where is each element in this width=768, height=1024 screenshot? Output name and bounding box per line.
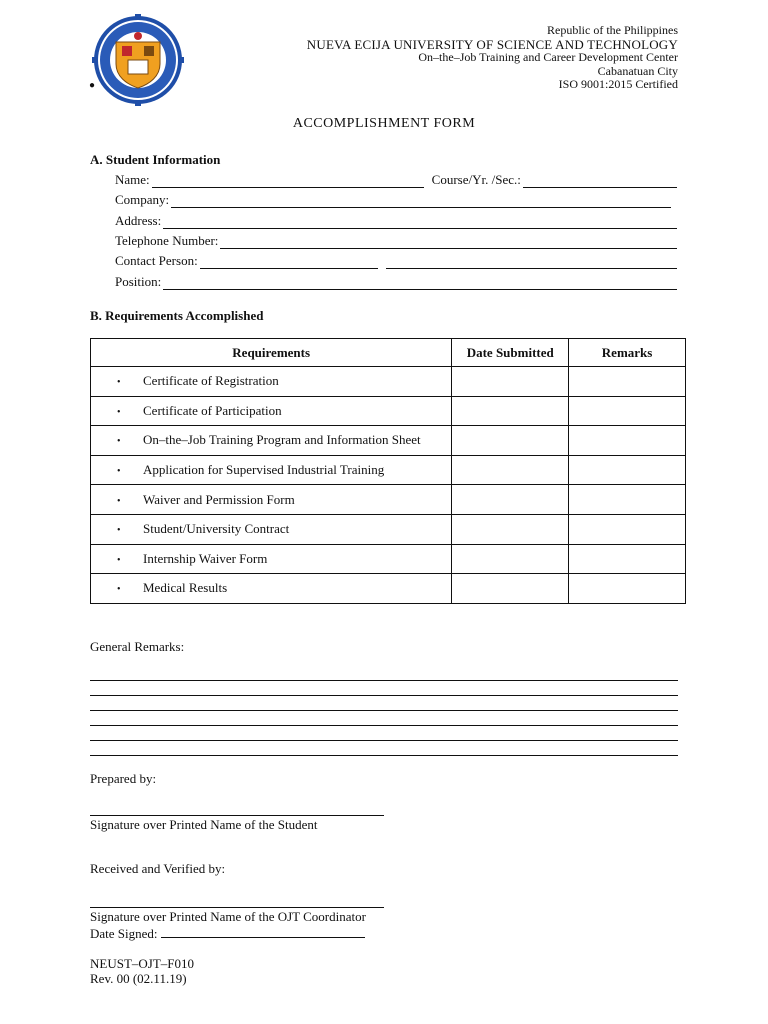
contact-row	[113, 253, 677, 269]
form-revision: Rev. 00 (02.11.19)	[90, 971, 187, 986]
address-field[interactable]	[163, 216, 677, 229]
bullet-icon: •	[117, 406, 121, 418]
table-row	[91, 455, 686, 485]
requirement-item: Waiver and Permission Form	[143, 491, 295, 507]
requirement-item: Internship Waiver Form	[143, 550, 268, 566]
table-row	[91, 426, 686, 456]
university-seal-logo	[92, 14, 184, 106]
bullet-icon: •	[117, 377, 121, 389]
date-cell[interactable]	[452, 426, 569, 456]
contact-name-field[interactable]	[200, 256, 378, 269]
form-title: ACCOMPLISHMENT FORM	[292, 116, 476, 131]
remarks-cell[interactable]	[569, 396, 686, 426]
date-signed-field[interactable]	[161, 926, 365, 938]
student-signature-caption: Signature over Printed Name of the Student	[90, 817, 318, 832]
requirement-item: Medical Results	[143, 580, 228, 596]
table-row	[91, 396, 686, 426]
table-row	[91, 367, 686, 397]
company-row	[113, 192, 671, 208]
position-row	[113, 274, 677, 290]
position-field[interactable]	[163, 277, 677, 290]
remarks-cell[interactable]	[569, 574, 686, 604]
general-remarks-label: General Remarks:	[90, 639, 185, 654]
remarks-cell[interactable]	[569, 485, 686, 515]
prepared-by-label: Prepared by:	[90, 771, 157, 786]
bullet-icon: •	[117, 436, 121, 448]
date-cell[interactable]	[452, 367, 569, 397]
bullet-icon: •	[117, 584, 121, 596]
course-field[interactable]	[523, 175, 677, 188]
table-row	[91, 514, 686, 544]
date-cell[interactable]	[452, 396, 569, 426]
section-a-heading: A. Student Information	[90, 152, 221, 167]
requirement-item: Certificate of Participation	[143, 402, 282, 418]
telephone-row	[113, 233, 677, 249]
form-code: NEUST–OJT–F010	[90, 956, 195, 971]
remarks-line[interactable]	[90, 680, 678, 681]
requirement-item: Certificate of Registration	[143, 373, 279, 389]
remarks-cell[interactable]	[569, 514, 686, 544]
bullet-icon: •	[117, 525, 121, 537]
name-field[interactable]	[152, 175, 424, 188]
date-cell[interactable]	[452, 544, 569, 574]
telephone-field[interactable]	[220, 236, 677, 249]
contact-number-field[interactable]	[386, 256, 677, 269]
requirement-item: Application for Supervised Industrial Training	[143, 462, 385, 478]
col-requirements: Requirements	[91, 339, 452, 367]
date-cell[interactable]	[452, 455, 569, 485]
address-row	[113, 213, 677, 229]
date-signed-row	[90, 926, 365, 942]
institution-header	[307, 24, 678, 92]
remarks-line[interactable]	[90, 755, 678, 756]
remarks-cell[interactable]	[569, 367, 686, 397]
name-course-row	[113, 172, 677, 188]
form-code-block	[90, 956, 194, 986]
date-cell[interactable]	[452, 574, 569, 604]
date-cell[interactable]	[452, 514, 569, 544]
coordinator-signature-caption: Signature over Printed Name of the OJT Coordinator	[90, 909, 366, 924]
col-date-submitted: Date Submitted	[452, 339, 569, 367]
table-header-row	[91, 339, 686, 367]
name-label: Name:	[115, 172, 150, 187]
remarks-line[interactable]	[90, 695, 678, 696]
header-iso: ISO 9001:2015 Certified	[558, 77, 678, 91]
contact-label: Contact Person:	[115, 253, 198, 268]
bullet-icon: •	[117, 466, 121, 478]
position-label: Position:	[115, 274, 162, 289]
header-city: Cabanatuan City	[597, 63, 678, 78]
course-label: Course/Yr. /Sec.:	[431, 172, 521, 187]
remarks-line[interactable]	[90, 710, 678, 711]
received-by-label: Received and Verified by:	[90, 861, 226, 876]
table-row	[91, 485, 686, 515]
remarks-cell[interactable]	[569, 455, 686, 485]
requirements-table	[90, 338, 686, 604]
stray-dot: ●	[89, 80, 96, 91]
date-signed-label: Date Signed:	[90, 926, 158, 941]
table-row	[91, 544, 686, 574]
remarks-cell[interactable]	[569, 544, 686, 574]
table-row	[91, 574, 686, 604]
bullet-icon: •	[117, 554, 121, 566]
col-remarks: Remarks	[569, 339, 686, 367]
header-center: On–the–Job Training and Career Development Center	[418, 50, 678, 64]
header-university: NUEVA ECIJA UNIVERSITY OF SCIENCE AND TECHNOLOGY	[306, 36, 678, 52]
telephone-label: Telephone Number:	[115, 233, 219, 248]
header-republic: Republic of the Philippines	[547, 23, 678, 37]
requirement-item: Student/University Contract	[143, 521, 290, 537]
remarks-cell[interactable]	[569, 426, 686, 456]
date-cell[interactable]	[452, 485, 569, 515]
coordinator-signature-line[interactable]	[90, 907, 384, 908]
company-label: Company:	[115, 192, 170, 207]
company-field[interactable]	[171, 195, 671, 208]
bullet-icon: •	[117, 495, 121, 507]
student-signature-line[interactable]	[90, 815, 384, 816]
remarks-line[interactable]	[90, 725, 678, 726]
requirement-item: On–the–Job Training Program and Information Sheet	[143, 432, 421, 448]
address-label: Address:	[115, 213, 162, 228]
section-b-heading: B. Requirements Accomplished	[90, 308, 264, 323]
remarks-line[interactable]	[90, 740, 678, 741]
